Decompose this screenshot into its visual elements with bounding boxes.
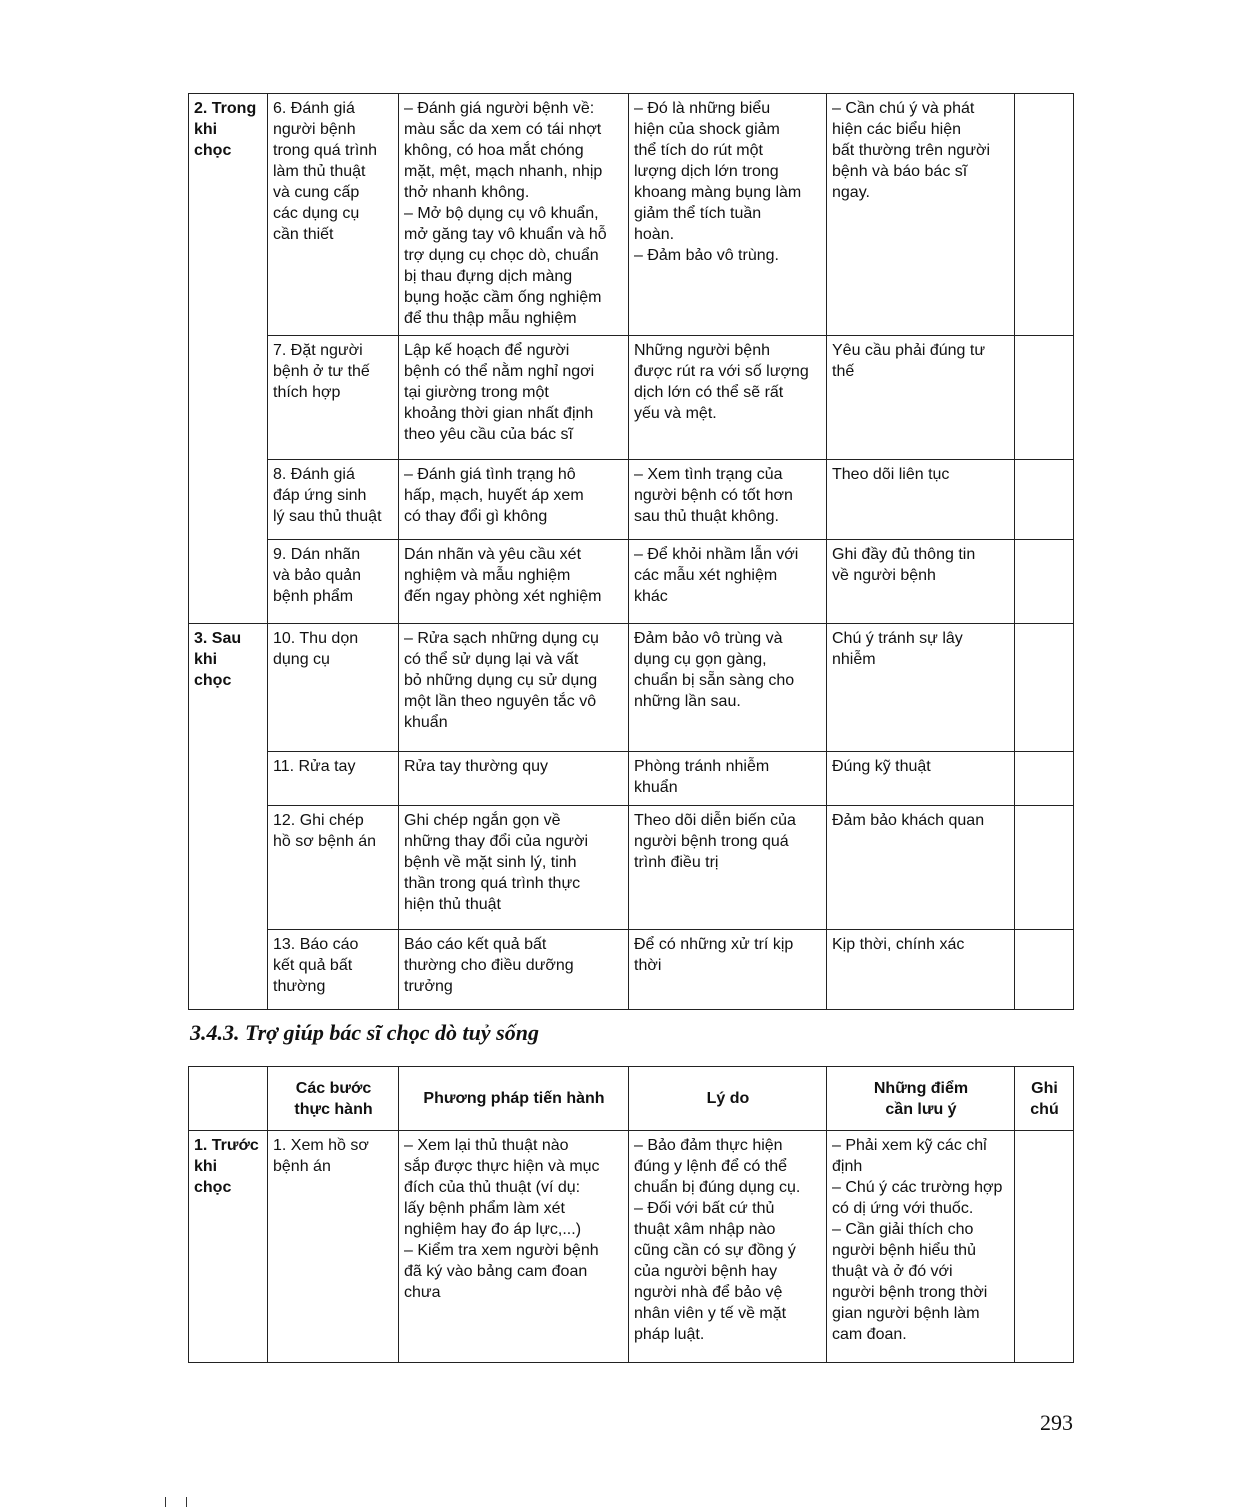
cell-line: – Đánh giá tình trạng hô bbox=[404, 466, 576, 483]
note-cell bbox=[827, 930, 1015, 1010]
cell-line: để thu thập mẫu nghiệm bbox=[404, 310, 577, 327]
cell-line: có thể sử dụng lại và vất bbox=[404, 651, 579, 668]
cell-line: khuẩn bbox=[634, 779, 678, 796]
cell-line: Những người bệnh bbox=[634, 342, 770, 359]
cell-line: bất thường trên người bbox=[832, 142, 991, 159]
table-header-row bbox=[189, 1067, 1074, 1131]
cell-line: tại giường trong một bbox=[404, 384, 549, 401]
step-cell bbox=[268, 94, 399, 336]
cell-line: Theo dõi diễn biến của bbox=[634, 812, 796, 829]
cell-line: khuẩn bbox=[404, 714, 448, 731]
cell-line: dụng cụ bbox=[273, 651, 330, 668]
cell-line: kết quả bất bbox=[273, 957, 353, 974]
cell-line: bệnh ở tư thế bbox=[273, 363, 370, 380]
cell-line: 7. Đặt người bbox=[273, 342, 363, 359]
cell-line: Để có những xử trí kịp bbox=[634, 936, 794, 953]
remark-cell bbox=[1015, 752, 1074, 806]
header-steps: Các bước thực hành bbox=[268, 1067, 399, 1131]
cell-line: 13. Báo cáo bbox=[273, 936, 359, 953]
method-cell bbox=[399, 336, 629, 460]
cell-line: hiện các biểu hiện bbox=[832, 121, 961, 138]
reason-cell bbox=[629, 806, 827, 930]
cell-line: – Kiểm tra xem người bệnh bbox=[404, 1242, 599, 1259]
method-cell bbox=[399, 752, 629, 806]
note-cell bbox=[827, 752, 1015, 806]
cell-line: thần trong quá trình thực bbox=[404, 875, 581, 892]
cell-line: Đảm bảo khách quan bbox=[832, 812, 985, 829]
cell-line: sắp được thực hiện và mục bbox=[404, 1158, 600, 1175]
cell-line: người bệnh bbox=[273, 121, 356, 138]
header-reason: Lý do bbox=[629, 1067, 827, 1131]
stage-cell bbox=[189, 752, 268, 806]
header-stage bbox=[189, 1067, 268, 1131]
cell-line: chọc bbox=[194, 142, 232, 159]
note-cell bbox=[827, 624, 1015, 752]
cell-line: – Đó là những biểu bbox=[634, 100, 771, 117]
cell-line: người bệnh hiểu thủ bbox=[832, 1242, 976, 1259]
cell-line: Chú ý tránh sự lây bbox=[832, 630, 963, 647]
cell-line: chưa bbox=[404, 1284, 441, 1301]
stage-cell bbox=[189, 806, 268, 930]
cell-line: theo yêu cầu của bác sĩ bbox=[404, 426, 573, 443]
cell-line: dịch lớn có thể sẽ rất bbox=[634, 384, 784, 401]
cell-line: 1. Trước bbox=[194, 1137, 259, 1154]
cell-line: Rửa tay thường quy bbox=[404, 758, 548, 775]
cell-line: khác bbox=[634, 588, 668, 605]
cell-line: trợ dụng cụ chọc dò, chuẩn bbox=[404, 247, 599, 264]
cell-line: nghiệm và mẫu nghiệm bbox=[404, 567, 571, 584]
cell-line: người bệnh có tốt hơn bbox=[634, 487, 793, 504]
cell-line: Ghi chép ngắn gọn về bbox=[404, 812, 561, 829]
cell-line: – Đối với bất cứ thủ bbox=[634, 1200, 775, 1217]
cell-line: ngay. bbox=[832, 184, 870, 201]
reason-cell bbox=[629, 624, 827, 752]
cell-line: thể tích do rút một bbox=[634, 142, 763, 159]
cell-line: cam đoan. bbox=[832, 1326, 907, 1343]
note-cell bbox=[827, 94, 1015, 336]
cell-line: nhiễm bbox=[832, 651, 876, 668]
cell-line: – Rửa sạch những dụng cụ bbox=[404, 630, 599, 647]
method-cell bbox=[399, 806, 629, 930]
cell-line: Đảm bảo vô trùng và bbox=[634, 630, 783, 647]
cell-line: sau thủ thuật không. bbox=[634, 508, 779, 525]
stage-cell bbox=[189, 1131, 268, 1363]
cell-line: thuật và ở đó với bbox=[832, 1263, 953, 1280]
cell-line: – Chú ý các trường hợp bbox=[832, 1179, 1003, 1196]
cell-line: những lần sau. bbox=[634, 693, 741, 710]
header-method: Phương pháp tiến hành bbox=[399, 1067, 629, 1131]
cell-line: khi bbox=[194, 121, 218, 138]
note-cell bbox=[827, 806, 1015, 930]
cell-line: lượng dịch lớn trong bbox=[634, 163, 779, 180]
cell-line: có thay đổi gì không bbox=[404, 508, 548, 525]
cell-line: làm thủ thuật bbox=[273, 163, 366, 180]
cell-line: người nhà để bảo vệ bbox=[634, 1284, 783, 1301]
step-cell bbox=[268, 1131, 399, 1363]
note-cell bbox=[827, 540, 1015, 624]
table-row bbox=[189, 94, 1074, 336]
cell-line: – Đảm bảo vô trùng. bbox=[634, 247, 779, 264]
cell-line: – Mở bộ dụng cụ vô khuẩn, bbox=[404, 205, 599, 222]
remark-cell bbox=[1015, 540, 1074, 624]
cell-line: bị thau đựng dịch màng bbox=[404, 268, 573, 285]
remark-cell bbox=[1015, 1131, 1074, 1363]
cell-line: 9. Dán nhãn bbox=[273, 546, 361, 563]
cell-line: màu sắc da xem có tái nhợt bbox=[404, 121, 602, 138]
stage-cell bbox=[189, 336, 268, 460]
cell-line: bụng hoặc cầm ống nghiệm bbox=[404, 289, 602, 306]
cell-line: nghiệm hay đo áp lực,...) bbox=[404, 1221, 582, 1238]
cell-line: về người bệnh bbox=[832, 567, 936, 584]
table-row bbox=[189, 752, 1074, 806]
cell-line: cần thiết bbox=[273, 226, 334, 243]
table-row bbox=[189, 930, 1074, 1010]
cell-line: bệnh án bbox=[273, 1158, 331, 1175]
cell-line: Yêu cầu phải đúng tư bbox=[832, 342, 986, 359]
cell-line: 6. Đánh giá bbox=[273, 100, 355, 117]
cell-line: Ghi đầy đủ thông tin bbox=[832, 546, 976, 563]
cell-line: chọc bbox=[194, 672, 232, 689]
cell-line: Theo dõi liên tục bbox=[832, 466, 950, 483]
step-cell bbox=[268, 930, 399, 1010]
step-cell bbox=[268, 336, 399, 460]
cell-line: bỏ những dụng cụ sử dụng bbox=[404, 672, 598, 689]
cell-line: đến ngay phòng xét nghiệm bbox=[404, 588, 602, 605]
cell-line: thường bbox=[273, 978, 326, 995]
cell-line: hiện thủ thuật bbox=[404, 896, 501, 913]
method-cell bbox=[399, 540, 629, 624]
cell-line: những thay đổi của người bbox=[404, 833, 589, 850]
cell-line: người bệnh trong quá bbox=[634, 833, 789, 850]
reason-cell bbox=[629, 540, 827, 624]
cell-line: – Cần giải thích cho bbox=[832, 1221, 974, 1238]
table-row bbox=[189, 336, 1074, 460]
cell-line: và bảo quản bbox=[273, 567, 362, 584]
step-cell bbox=[268, 624, 399, 752]
cell-line: – Xem tình trạng của bbox=[634, 466, 783, 483]
cell-line: – Bảo đảm thực hiện bbox=[634, 1137, 783, 1154]
cell-line: – Phải xem kỹ các chỉ bbox=[832, 1137, 987, 1154]
cell-line: chọc bbox=[194, 1179, 232, 1196]
cell-line: dụng cụ gọn gàng, bbox=[634, 651, 767, 668]
cell-line: – Cần chú ý và phát bbox=[832, 100, 975, 117]
cell-line: Dán nhãn và yêu cầu xét bbox=[404, 546, 582, 563]
cell-line: bệnh có thể nằm nghỉ ngơi bbox=[404, 363, 595, 380]
cell-line: hấp, mạch, huyết áp xem bbox=[404, 487, 584, 504]
step-cell bbox=[268, 540, 399, 624]
method-cell bbox=[399, 930, 629, 1010]
cell-line: khi bbox=[194, 651, 218, 668]
cell-line: thế bbox=[832, 363, 855, 380]
cell-line: chuẩn bị sẵn sàng cho bbox=[634, 672, 795, 689]
cell-line: không, có hoa mắt chóng bbox=[404, 142, 584, 159]
remark-cell bbox=[1015, 94, 1074, 336]
step-cell bbox=[268, 460, 399, 540]
cell-line: trình điều trị bbox=[634, 854, 719, 871]
step-cell bbox=[268, 806, 399, 930]
cell-line: bệnh và báo bác sĩ bbox=[832, 163, 968, 180]
table-row bbox=[189, 540, 1074, 624]
cell-line: đáp ứng sinh bbox=[273, 487, 367, 504]
cell-line: cũng cần có sự đồng ý bbox=[634, 1242, 796, 1259]
cell-line: một lần theo nguyên tắc vô bbox=[404, 693, 597, 710]
cell-line: đích của thủ thuật (ví dụ: bbox=[404, 1179, 581, 1196]
cell-line: 1. Xem hồ sơ bbox=[273, 1137, 369, 1154]
cell-line: các mẫu xét nghiệm bbox=[634, 567, 778, 584]
cell-line: 2. Trong bbox=[194, 100, 257, 117]
reason-cell bbox=[629, 752, 827, 806]
cell-line: hồ sơ bệnh án bbox=[273, 833, 377, 850]
cell-line: được rút ra với số lượng bbox=[634, 363, 809, 380]
reason-cell bbox=[629, 336, 827, 460]
cell-line: của người bệnh hay bbox=[634, 1263, 778, 1280]
cell-line: mở găng tay vô khuẩn và hỗ bbox=[404, 226, 607, 243]
cell-line: giảm thể tích tuần bbox=[634, 205, 762, 222]
cell-line: nhân viên y tế về mặt bbox=[634, 1305, 787, 1322]
note-cell bbox=[827, 460, 1015, 540]
cell-line: đã ký vào bảng cam đoan bbox=[404, 1263, 588, 1280]
procedure-table-lumbar-puncture bbox=[188, 1066, 1074, 1363]
stage-cell bbox=[189, 930, 268, 1010]
cell-line: thuật xâm nhập nào bbox=[634, 1221, 776, 1238]
header-remarks: Ghi chú bbox=[1015, 1067, 1074, 1131]
cell-line: Báo cáo kết quả bất bbox=[404, 936, 547, 953]
cell-line: và cung cấp bbox=[273, 184, 360, 201]
cell-line: hoàn. bbox=[634, 226, 675, 243]
method-cell bbox=[399, 624, 629, 752]
cell-line: pháp luật. bbox=[634, 1326, 705, 1343]
cell-line: trong quá trình bbox=[273, 142, 378, 159]
stage-cell bbox=[189, 540, 268, 624]
cell-line: – Để khỏi nhầm lẫn với bbox=[634, 546, 799, 563]
method-cell bbox=[399, 94, 629, 336]
cell-line: các dụng cụ bbox=[273, 205, 360, 222]
method-cell bbox=[399, 460, 629, 540]
cell-line: Lập kế hoạch để người bbox=[404, 342, 570, 359]
table-row bbox=[189, 460, 1074, 540]
reason-cell bbox=[629, 930, 827, 1010]
table-row bbox=[189, 806, 1074, 930]
cell-line: Kịp thời, chính xác bbox=[832, 936, 965, 953]
cell-line: bệnh về mặt sinh lý, tinh bbox=[404, 854, 577, 871]
cell-line: đúng y lệnh để có thể bbox=[634, 1158, 788, 1175]
scan-mark bbox=[186, 1497, 187, 1507]
cell-line: thời bbox=[634, 957, 662, 974]
cell-line: người bệnh trong thời bbox=[832, 1284, 988, 1301]
cell-line: 10. Thu dọn bbox=[273, 630, 359, 647]
cell-line: thường cho điều dưỡng bbox=[404, 957, 574, 974]
cell-line: khi bbox=[194, 1158, 218, 1175]
cell-line: bệnh phẩm bbox=[273, 588, 354, 605]
cell-line: chuẩn bị đúng dụng cụ. bbox=[634, 1179, 801, 1196]
cell-line: 3. Sau bbox=[194, 630, 242, 647]
cell-line: gian người bệnh làm bbox=[832, 1305, 980, 1322]
remark-cell bbox=[1015, 336, 1074, 460]
stage-cell bbox=[189, 624, 268, 752]
cell-line: định bbox=[832, 1158, 863, 1175]
cell-line: 11. Rửa tay bbox=[273, 758, 356, 775]
cell-line: lý sau thủ thuật bbox=[273, 508, 382, 525]
cell-line: – Xem lại thủ thuật nào bbox=[404, 1137, 569, 1154]
cell-line: 12. Ghi chép bbox=[273, 812, 364, 829]
stage-cell bbox=[189, 460, 268, 540]
cell-line: thích hợp bbox=[273, 384, 341, 401]
header-notes: Những điểm cần lưu ý bbox=[827, 1067, 1015, 1131]
reason-cell bbox=[629, 94, 827, 336]
stage-cell bbox=[189, 94, 268, 336]
remark-cell bbox=[1015, 930, 1074, 1010]
remark-cell bbox=[1015, 624, 1074, 752]
method-cell bbox=[399, 1131, 629, 1363]
reason-cell bbox=[629, 460, 827, 540]
cell-line: lấy bệnh phẩm làm xét bbox=[404, 1200, 565, 1217]
cell-line: trưởng bbox=[404, 978, 453, 995]
remark-cell bbox=[1015, 806, 1074, 930]
note-cell bbox=[827, 336, 1015, 460]
section-heading: 3.4.3. Trợ giúp bác sĩ chọc dò tuỷ sống bbox=[190, 1020, 539, 1045]
cell-line: khoang màng bụng làm bbox=[634, 184, 802, 201]
reason-cell bbox=[629, 1131, 827, 1363]
cell-line: thở nhanh không. bbox=[404, 184, 530, 201]
cell-line: hiện của shock giảm bbox=[634, 121, 780, 138]
page-number: 293 bbox=[1040, 1410, 1073, 1435]
cell-line: – Đánh giá người bệnh về: bbox=[404, 100, 595, 117]
cell-line: Phòng tránh nhiễm bbox=[634, 758, 770, 775]
cell-line: khoảng thời gian nhất định bbox=[404, 405, 594, 422]
cell-line: Đúng kỹ thuật bbox=[832, 758, 931, 775]
scan-mark bbox=[165, 1497, 166, 1507]
step-cell bbox=[268, 752, 399, 806]
remark-cell bbox=[1015, 460, 1074, 540]
table-row bbox=[189, 1131, 1074, 1363]
cell-line: có dị ứng với thuốc. bbox=[832, 1200, 974, 1217]
note-cell bbox=[827, 1131, 1015, 1363]
table-row bbox=[189, 624, 1074, 752]
procedure-table-continued bbox=[188, 93, 1074, 1010]
cell-line: 8. Đánh giá bbox=[273, 466, 355, 483]
cell-line: yếu và mệt. bbox=[634, 405, 717, 422]
cell-line: mặt, mệt, mạch nhanh, nhịp bbox=[404, 163, 603, 180]
